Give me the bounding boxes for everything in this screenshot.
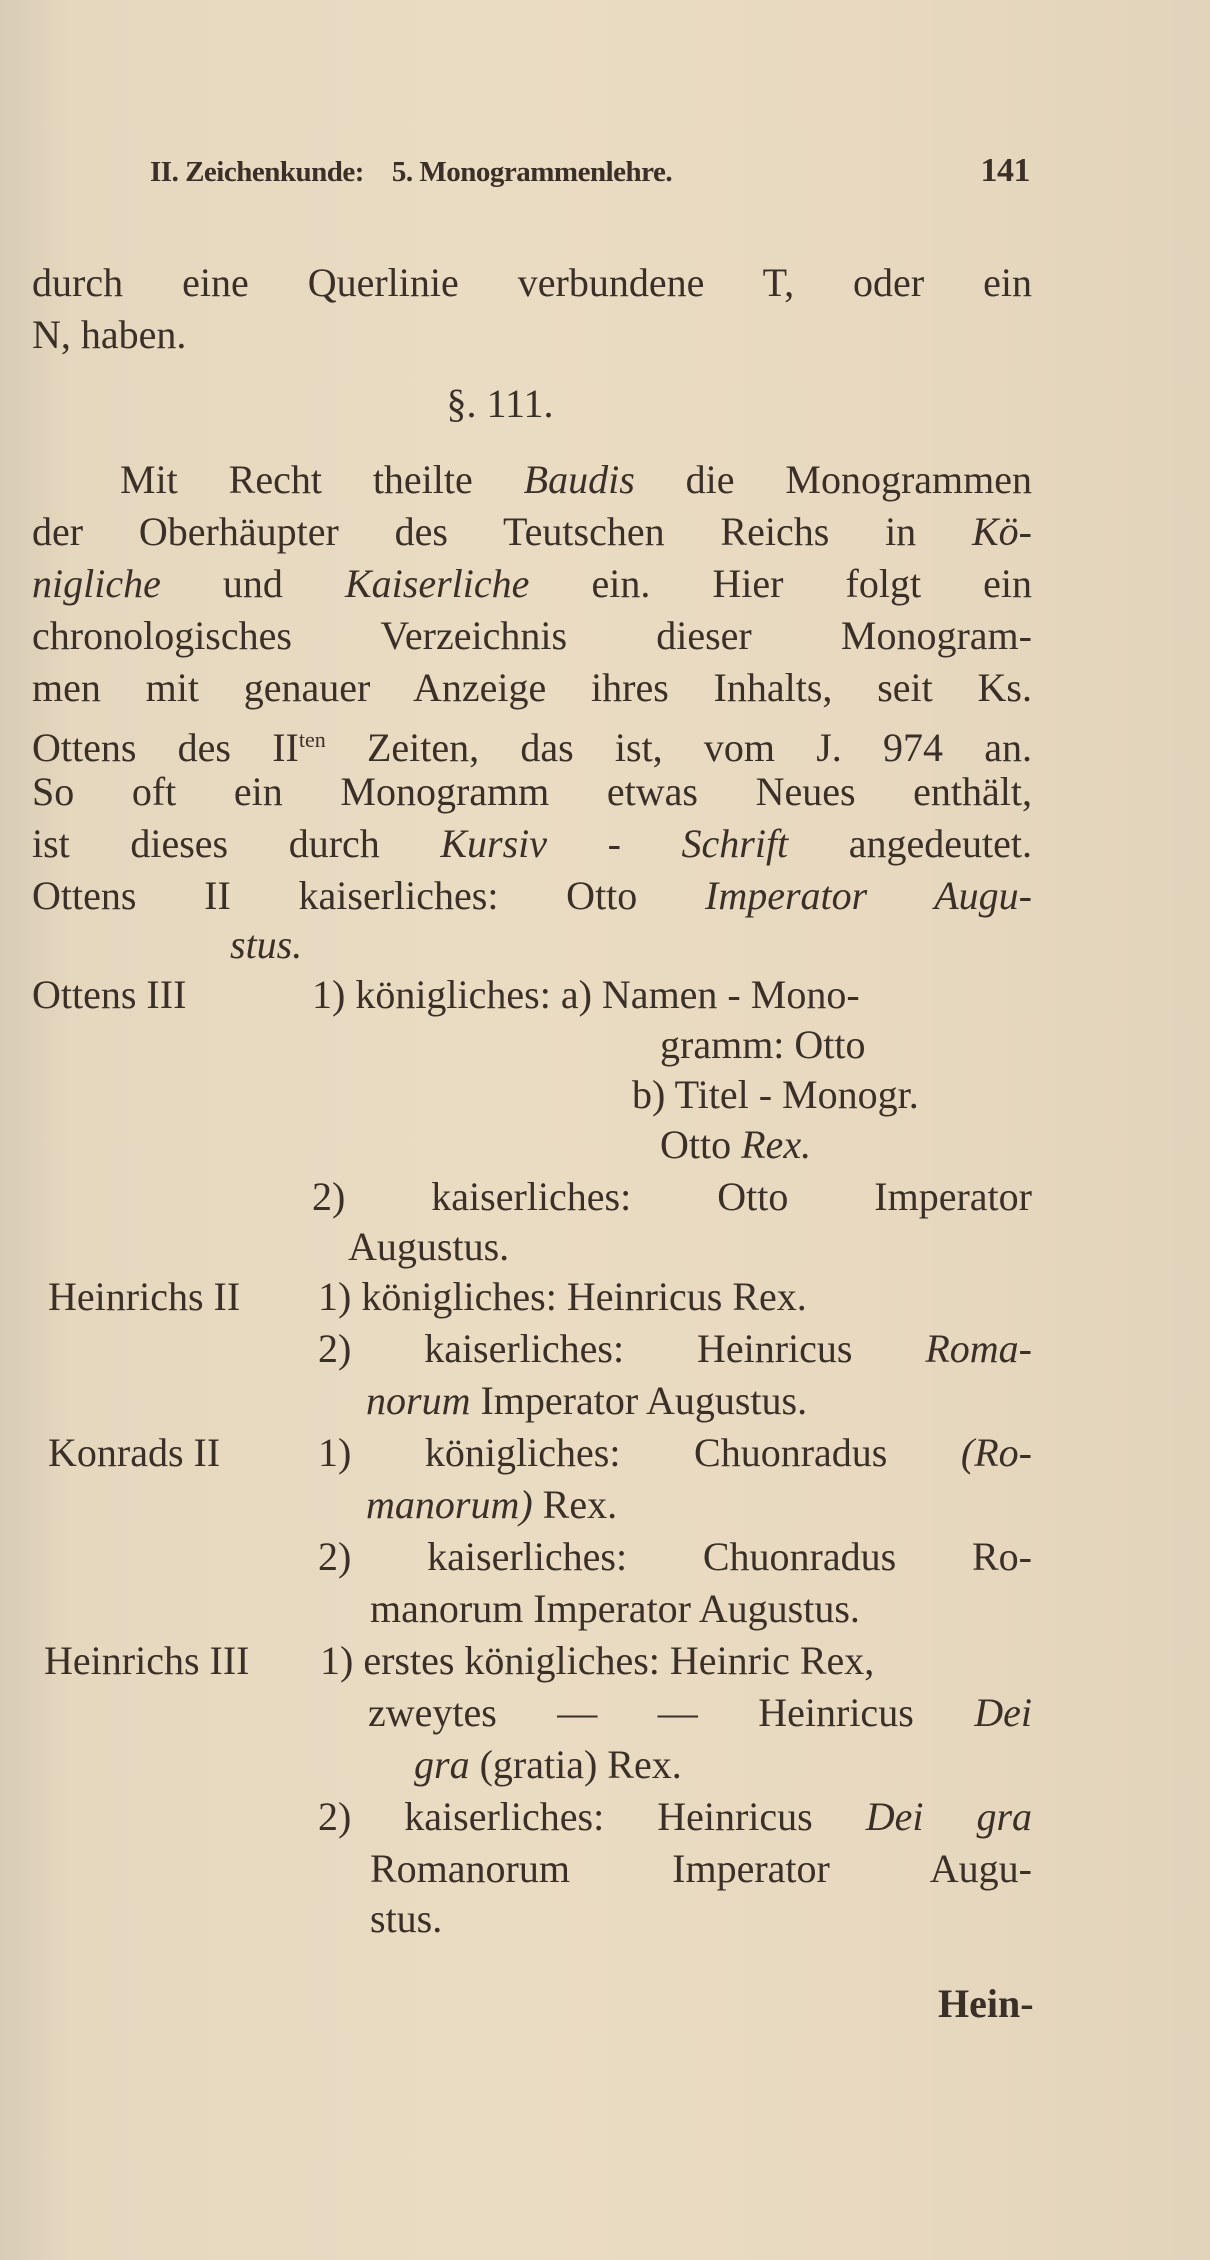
running-head (150, 152, 1030, 190)
entry-line: 1) königliches: a) Namen - Mono- (312, 972, 860, 1017)
entry-line: zweytes — — Heinricus Dei (368, 1690, 1032, 1735)
header-subsection: 5. Monogrammenlehre. (391, 156, 673, 188)
catchword: Hein- (938, 1981, 1034, 2026)
entry-line: Otto Rex. (660, 1122, 812, 1167)
entry-line: Augustus. (348, 1224, 510, 1269)
ruler-name: Ottens III (32, 972, 187, 1017)
page-number: 141 (980, 152, 1030, 189)
ruler-name: Konrads II (48, 1430, 221, 1475)
entry-line: gramm: Otto (660, 1022, 866, 1067)
paragraph-line: So oft ein Monogramm etwas Neues enthält, (32, 769, 1032, 814)
continuation-line-1: durch eine Querlinie verbundene T, oder ein (32, 260, 1032, 305)
entry-line: 1) erstes königliches: Heinric Rex, (320, 1638, 875, 1683)
entry-line: gra (gratia) Rex. (414, 1742, 682, 1787)
paragraph-line: chronologisches Verzeichnis dieser Monogram- (32, 613, 1032, 658)
entry-line: 2) kaiserliches: Chuonradus Ro- (318, 1534, 1032, 1579)
entry-line: manorum) Rex. (366, 1482, 618, 1527)
paragraph-line: Mit Recht theilte Baudis die Monogrammen (120, 457, 1032, 502)
ruler-name: Heinrichs II (48, 1274, 241, 1319)
paragraph-line: men mit genauer Anzeige ihres Inhalts, seit Ks. (32, 665, 1032, 710)
entry-line: 2) kaiserliches: Heinricus Roma- (318, 1326, 1032, 1371)
entry-line: manorum Imperator Augustus. (370, 1586, 860, 1631)
entry-line: 1) königliches: Heinricus Rex. (318, 1274, 807, 1319)
paragraph-line: Ottens II kaiserliches: Otto Imperator Augu- (32, 873, 1032, 918)
paragraph-line: der Oberhäupter des Teutschen Reichs in Kö- (32, 509, 1032, 554)
ruler-name: Heinrichs III (44, 1638, 250, 1683)
continuation-line-2: N, haben. (32, 312, 187, 357)
entry-line: 2) kaiserliches: Otto Imperator (312, 1174, 1032, 1219)
entry-line: 2) kaiserliches: Heinricus Dei gra (318, 1794, 1033, 1839)
section-heading: §. 111. (446, 381, 554, 426)
header-section: II. Zeichenkunde: (150, 156, 364, 188)
paragraph-line: Ottens des $II^{ten}$ Zeiten, das ist, vom J. 974 an. (32, 725, 1032, 770)
paragraph-line: ist dieses durch Kursiv - Schrift angedeutet. (32, 821, 1032, 866)
entry-line: norum Imperator Augustus. (366, 1378, 808, 1423)
paragraph-line: nigliche und Kaiserliche ein. Hier folgt ein (32, 561, 1033, 606)
entry-line: stus. (370, 1896, 443, 1941)
paragraph-line: stus. (230, 922, 303, 967)
entry-line: b) Titel - Monogr. (632, 1072, 919, 1117)
entry-line: Romanorum Imperator Augu- (370, 1846, 1032, 1891)
entry-line: 1) königliches: Chuonradus (Ro- (318, 1430, 1032, 1475)
